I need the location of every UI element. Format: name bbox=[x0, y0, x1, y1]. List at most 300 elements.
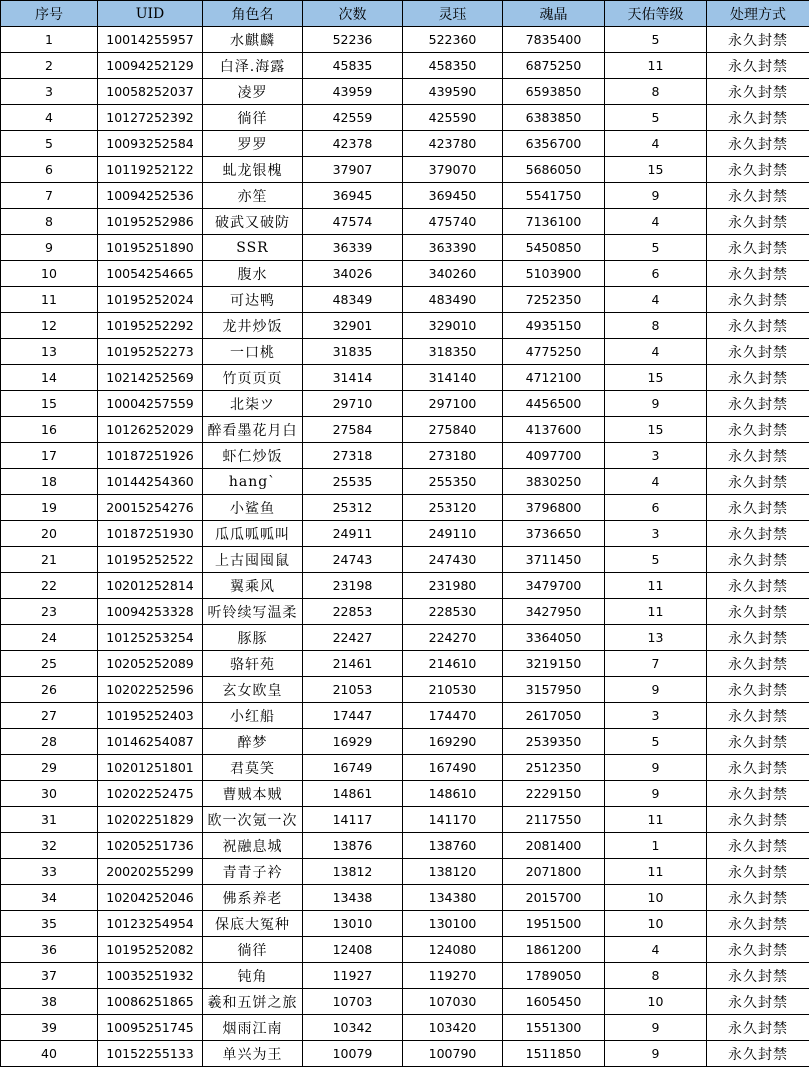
cell-lingjue[interactable]: 141170 bbox=[403, 807, 503, 833]
column-header-role-name[interactable]: 角色名 bbox=[203, 1, 303, 27]
cell-count[interactable]: 47574 bbox=[303, 209, 403, 235]
cell-index[interactable]: 30 bbox=[1, 781, 98, 807]
cell-role-name[interactable]: 听铃续写温柔 bbox=[203, 599, 303, 625]
cell-tianyou-level[interactable]: 4 bbox=[605, 339, 707, 365]
cell-count[interactable]: 24911 bbox=[303, 521, 403, 547]
cell-action[interactable]: 永久封禁 bbox=[707, 781, 809, 807]
cell-action[interactable]: 永久封禁 bbox=[707, 963, 809, 989]
cell-count[interactable]: 12408 bbox=[303, 937, 403, 963]
cell-role-name[interactable]: 小红船 bbox=[203, 703, 303, 729]
cell-lingjue[interactable]: 134380 bbox=[403, 885, 503, 911]
cell-action[interactable]: 永久封禁 bbox=[707, 131, 809, 157]
cell-uid[interactable]: 20020255299 bbox=[98, 859, 203, 885]
cell-role-name[interactable]: 凌罗 bbox=[203, 79, 303, 105]
cell-uid[interactable]: 10195252292 bbox=[98, 313, 203, 339]
cell-hunjing[interactable]: 6875250 bbox=[503, 53, 605, 79]
cell-hunjing[interactable]: 3219150 bbox=[503, 651, 605, 677]
cell-count[interactable]: 24743 bbox=[303, 547, 403, 573]
cell-role-name[interactable]: 钝角 bbox=[203, 963, 303, 989]
cell-action[interactable]: 永久封禁 bbox=[707, 495, 809, 521]
cell-uid[interactable]: 10202252475 bbox=[98, 781, 203, 807]
cell-tianyou-level[interactable]: 11 bbox=[605, 53, 707, 79]
cell-index[interactable]: 24 bbox=[1, 625, 98, 651]
cell-hunjing[interactable]: 5103900 bbox=[503, 261, 605, 287]
cell-index[interactable]: 4 bbox=[1, 105, 98, 131]
cell-lingjue[interactable]: 273180 bbox=[403, 443, 503, 469]
cell-action[interactable]: 永久封禁 bbox=[707, 703, 809, 729]
cell-tianyou-level[interactable]: 11 bbox=[605, 599, 707, 625]
cell-lingjue[interactable]: 174470 bbox=[403, 703, 503, 729]
cell-tianyou-level[interactable]: 4 bbox=[605, 287, 707, 313]
cell-tianyou-level[interactable]: 3 bbox=[605, 443, 707, 469]
cell-index[interactable]: 5 bbox=[1, 131, 98, 157]
cell-role-name[interactable]: 一口桃 bbox=[203, 339, 303, 365]
cell-uid[interactable]: 10195252403 bbox=[98, 703, 203, 729]
cell-index[interactable]: 31 bbox=[1, 807, 98, 833]
cell-uid[interactable]: 10126252029 bbox=[98, 417, 203, 443]
cell-action[interactable]: 永久封禁 bbox=[707, 469, 809, 495]
cell-lingjue[interactable]: 119270 bbox=[403, 963, 503, 989]
cell-tianyou-level[interactable]: 9 bbox=[605, 1015, 707, 1041]
cell-action[interactable]: 永久封禁 bbox=[707, 339, 809, 365]
cell-uid[interactable]: 10202251829 bbox=[98, 807, 203, 833]
cell-index[interactable]: 3 bbox=[1, 79, 98, 105]
cell-tianyou-level[interactable]: 10 bbox=[605, 989, 707, 1015]
cell-count[interactable]: 22853 bbox=[303, 599, 403, 625]
cell-uid[interactable]: 10201252814 bbox=[98, 573, 203, 599]
cell-uid[interactable]: 10195252522 bbox=[98, 547, 203, 573]
cell-count[interactable]: 21461 bbox=[303, 651, 403, 677]
cell-tianyou-level[interactable]: 15 bbox=[605, 157, 707, 183]
cell-action[interactable]: 永久封禁 bbox=[707, 625, 809, 651]
cell-tianyou-level[interactable]: 11 bbox=[605, 859, 707, 885]
cell-hunjing[interactable]: 5541750 bbox=[503, 183, 605, 209]
cell-lingjue[interactable]: 167490 bbox=[403, 755, 503, 781]
cell-tianyou-level[interactable]: 5 bbox=[605, 235, 707, 261]
cell-uid[interactable]: 10204252046 bbox=[98, 885, 203, 911]
cell-hunjing[interactable]: 4935150 bbox=[503, 313, 605, 339]
cell-lingjue[interactable]: 231980 bbox=[403, 573, 503, 599]
cell-action[interactable]: 永久封禁 bbox=[707, 729, 809, 755]
cell-uid[interactable]: 10094252129 bbox=[98, 53, 203, 79]
cell-lingjue[interactable]: 425590 bbox=[403, 105, 503, 131]
cell-uid[interactable]: 10014255957 bbox=[98, 27, 203, 53]
cell-count[interactable]: 17447 bbox=[303, 703, 403, 729]
cell-tianyou-level[interactable]: 6 bbox=[605, 261, 707, 287]
cell-lingjue[interactable]: 423780 bbox=[403, 131, 503, 157]
cell-hunjing[interactable]: 2512350 bbox=[503, 755, 605, 781]
cell-role-name[interactable]: 徜徉 bbox=[203, 937, 303, 963]
cell-role-name[interactable]: 龙井炒饭 bbox=[203, 313, 303, 339]
cell-hunjing[interactable]: 2015700 bbox=[503, 885, 605, 911]
cell-action[interactable]: 永久封禁 bbox=[707, 105, 809, 131]
column-header-hunjing[interactable]: 魂晶 bbox=[503, 1, 605, 27]
cell-count[interactable]: 16749 bbox=[303, 755, 403, 781]
cell-uid[interactable]: 10123254954 bbox=[98, 911, 203, 937]
column-header-tianyou-level[interactable]: 天佑等级 bbox=[605, 1, 707, 27]
cell-lingjue[interactable]: 224270 bbox=[403, 625, 503, 651]
cell-lingjue[interactable]: 103420 bbox=[403, 1015, 503, 1041]
cell-lingjue[interactable]: 255350 bbox=[403, 469, 503, 495]
cell-count[interactable]: 22427 bbox=[303, 625, 403, 651]
cell-role-name[interactable]: 曹贼本贼 bbox=[203, 781, 303, 807]
cell-lingjue[interactable]: 483490 bbox=[403, 287, 503, 313]
cell-tianyou-level[interactable]: 9 bbox=[605, 183, 707, 209]
column-header-count[interactable]: 次数 bbox=[303, 1, 403, 27]
cell-hunjing[interactable]: 2617050 bbox=[503, 703, 605, 729]
cell-hunjing[interactable]: 1789050 bbox=[503, 963, 605, 989]
cell-uid[interactable]: 10202252596 bbox=[98, 677, 203, 703]
cell-index[interactable]: 35 bbox=[1, 911, 98, 937]
cell-hunjing[interactable]: 3157950 bbox=[503, 677, 605, 703]
cell-uid[interactable]: 10195251890 bbox=[98, 235, 203, 261]
cell-lingjue[interactable]: 169290 bbox=[403, 729, 503, 755]
cell-lingjue[interactable]: 379070 bbox=[403, 157, 503, 183]
cell-action[interactable]: 永久封禁 bbox=[707, 27, 809, 53]
cell-count[interactable]: 10079 bbox=[303, 1041, 403, 1067]
cell-hunjing[interactable]: 1551300 bbox=[503, 1015, 605, 1041]
cell-lingjue[interactable]: 297100 bbox=[403, 391, 503, 417]
cell-index[interactable]: 6 bbox=[1, 157, 98, 183]
cell-hunjing[interactable]: 7136100 bbox=[503, 209, 605, 235]
cell-count[interactable]: 27584 bbox=[303, 417, 403, 443]
cell-action[interactable]: 永久封禁 bbox=[707, 859, 809, 885]
cell-index[interactable]: 17 bbox=[1, 443, 98, 469]
cell-count[interactable]: 52236 bbox=[303, 27, 403, 53]
cell-role-name[interactable]: 北柒ツ bbox=[203, 391, 303, 417]
cell-lingjue[interactable]: 329010 bbox=[403, 313, 503, 339]
cell-role-name[interactable]: 罗罗 bbox=[203, 131, 303, 157]
cell-role-name[interactable]: 虾仁炒饭 bbox=[203, 443, 303, 469]
cell-hunjing[interactable]: 2117550 bbox=[503, 807, 605, 833]
cell-action[interactable]: 永久封禁 bbox=[707, 1015, 809, 1041]
cell-role-name[interactable]: 羲和五饼之旅 bbox=[203, 989, 303, 1015]
cell-role-name[interactable]: 白泽.海露 bbox=[203, 53, 303, 79]
cell-role-name[interactable]: 骆轩苑 bbox=[203, 651, 303, 677]
cell-action[interactable]: 永久封禁 bbox=[707, 911, 809, 937]
cell-hunjing[interactable]: 7252350 bbox=[503, 287, 605, 313]
cell-tianyou-level[interactable]: 3 bbox=[605, 521, 707, 547]
cell-index[interactable]: 33 bbox=[1, 859, 98, 885]
cell-tianyou-level[interactable]: 5 bbox=[605, 27, 707, 53]
cell-index[interactable]: 13 bbox=[1, 339, 98, 365]
cell-count[interactable]: 31414 bbox=[303, 365, 403, 391]
cell-tianyou-level[interactable]: 11 bbox=[605, 807, 707, 833]
cell-index[interactable]: 36 bbox=[1, 937, 98, 963]
cell-hunjing[interactable]: 1861200 bbox=[503, 937, 605, 963]
cell-index[interactable]: 40 bbox=[1, 1041, 98, 1067]
cell-role-name[interactable]: SSR bbox=[203, 235, 303, 261]
cell-uid[interactable]: 10195252024 bbox=[98, 287, 203, 313]
cell-action[interactable]: 永久封禁 bbox=[707, 417, 809, 443]
cell-hunjing[interactable]: 3479700 bbox=[503, 573, 605, 599]
cell-uid[interactable]: 10093252584 bbox=[98, 131, 203, 157]
cell-count[interactable]: 13438 bbox=[303, 885, 403, 911]
cell-action[interactable]: 永久封禁 bbox=[707, 937, 809, 963]
cell-uid[interactable]: 10054254665 bbox=[98, 261, 203, 287]
cell-index[interactable]: 12 bbox=[1, 313, 98, 339]
cell-index[interactable]: 18 bbox=[1, 469, 98, 495]
cell-lingjue[interactable]: 475740 bbox=[403, 209, 503, 235]
cell-count[interactable]: 43959 bbox=[303, 79, 403, 105]
cell-lingjue[interactable]: 210530 bbox=[403, 677, 503, 703]
cell-tianyou-level[interactable]: 7 bbox=[605, 651, 707, 677]
cell-action[interactable]: 永久封禁 bbox=[707, 1041, 809, 1067]
cell-tianyou-level[interactable]: 10 bbox=[605, 911, 707, 937]
cell-count[interactable]: 13812 bbox=[303, 859, 403, 885]
cell-hunjing[interactable]: 2081400 bbox=[503, 833, 605, 859]
cell-action[interactable]: 永久封禁 bbox=[707, 677, 809, 703]
cell-lingjue[interactable]: 275840 bbox=[403, 417, 503, 443]
cell-tianyou-level[interactable]: 13 bbox=[605, 625, 707, 651]
cell-hunjing[interactable]: 3711450 bbox=[503, 547, 605, 573]
cell-action[interactable]: 永久封禁 bbox=[707, 79, 809, 105]
cell-count[interactable]: 37907 bbox=[303, 157, 403, 183]
cell-action[interactable]: 永久封禁 bbox=[707, 521, 809, 547]
cell-hunjing[interactable]: 2071800 bbox=[503, 859, 605, 885]
cell-action[interactable]: 永久封禁 bbox=[707, 443, 809, 469]
cell-uid[interactable]: 10187251926 bbox=[98, 443, 203, 469]
cell-hunjing[interactable]: 3736650 bbox=[503, 521, 605, 547]
cell-role-name[interactable]: 豚豚 bbox=[203, 625, 303, 651]
cell-index[interactable]: 23 bbox=[1, 599, 98, 625]
cell-lingjue[interactable]: 253120 bbox=[403, 495, 503, 521]
cell-action[interactable]: 永久封禁 bbox=[707, 391, 809, 417]
cell-hunjing[interactable]: 4097700 bbox=[503, 443, 605, 469]
cell-index[interactable]: 27 bbox=[1, 703, 98, 729]
cell-uid[interactable]: 10035251932 bbox=[98, 963, 203, 989]
cell-count[interactable]: 45835 bbox=[303, 53, 403, 79]
cell-action[interactable]: 永久封禁 bbox=[707, 547, 809, 573]
cell-uid[interactable]: 10195252986 bbox=[98, 209, 203, 235]
cell-role-name[interactable]: 水麒麟 bbox=[203, 27, 303, 53]
cell-count[interactable]: 10703 bbox=[303, 989, 403, 1015]
cell-tianyou-level[interactable]: 9 bbox=[605, 1041, 707, 1067]
cell-action[interactable]: 永久封禁 bbox=[707, 599, 809, 625]
cell-hunjing[interactable]: 1951500 bbox=[503, 911, 605, 937]
cell-uid[interactable]: 20015254276 bbox=[98, 495, 203, 521]
cell-tianyou-level[interactable]: 8 bbox=[605, 313, 707, 339]
cell-index[interactable]: 14 bbox=[1, 365, 98, 391]
cell-lingjue[interactable]: 439590 bbox=[403, 79, 503, 105]
cell-uid[interactable]: 10195252082 bbox=[98, 937, 203, 963]
cell-tianyou-level[interactable]: 3 bbox=[605, 703, 707, 729]
cell-role-name[interactable]: 竹页页页 bbox=[203, 365, 303, 391]
cell-hunjing[interactable]: 6593850 bbox=[503, 79, 605, 105]
cell-action[interactable]: 永久封禁 bbox=[707, 651, 809, 677]
cell-action[interactable]: 永久封禁 bbox=[707, 755, 809, 781]
cell-tianyou-level[interactable]: 5 bbox=[605, 729, 707, 755]
cell-role-name[interactable]: 佛系养老 bbox=[203, 885, 303, 911]
cell-action[interactable]: 永久封禁 bbox=[707, 989, 809, 1015]
cell-tianyou-level[interactable]: 4 bbox=[605, 209, 707, 235]
cell-tianyou-level[interactable]: 15 bbox=[605, 365, 707, 391]
cell-count[interactable]: 14117 bbox=[303, 807, 403, 833]
cell-tianyou-level[interactable]: 8 bbox=[605, 963, 707, 989]
cell-action[interactable]: 永久封禁 bbox=[707, 209, 809, 235]
cell-count[interactable]: 21053 bbox=[303, 677, 403, 703]
cell-lingjue[interactable]: 369450 bbox=[403, 183, 503, 209]
cell-tianyou-level[interactable]: 10 bbox=[605, 885, 707, 911]
cell-action[interactable]: 永久封禁 bbox=[707, 235, 809, 261]
cell-hunjing[interactable]: 4137600 bbox=[503, 417, 605, 443]
cell-lingjue[interactable]: 130100 bbox=[403, 911, 503, 937]
cell-uid[interactable]: 10094252536 bbox=[98, 183, 203, 209]
cell-action[interactable]: 永久封禁 bbox=[707, 365, 809, 391]
cell-count[interactable]: 25312 bbox=[303, 495, 403, 521]
cell-role-name[interactable]: 可达鸭 bbox=[203, 287, 303, 313]
cell-uid[interactable]: 10094253328 bbox=[98, 599, 203, 625]
cell-role-name[interactable]: 亦笙 bbox=[203, 183, 303, 209]
cell-tianyou-level[interactable]: 9 bbox=[605, 755, 707, 781]
cell-index[interactable]: 39 bbox=[1, 1015, 98, 1041]
cell-index[interactable]: 21 bbox=[1, 547, 98, 573]
cell-role-name[interactable]: 欧一次氪一次 bbox=[203, 807, 303, 833]
cell-lingjue[interactable]: 458350 bbox=[403, 53, 503, 79]
cell-count[interactable]: 13010 bbox=[303, 911, 403, 937]
cell-tianyou-level[interactable]: 8 bbox=[605, 79, 707, 105]
cell-hunjing[interactable]: 4775250 bbox=[503, 339, 605, 365]
cell-action[interactable]: 永久封禁 bbox=[707, 157, 809, 183]
cell-index[interactable]: 28 bbox=[1, 729, 98, 755]
cell-uid[interactable]: 10004257559 bbox=[98, 391, 203, 417]
cell-role-name[interactable]: 君莫笑 bbox=[203, 755, 303, 781]
cell-index[interactable]: 10 bbox=[1, 261, 98, 287]
cell-lingjue[interactable]: 124080 bbox=[403, 937, 503, 963]
cell-lingjue[interactable]: 138120 bbox=[403, 859, 503, 885]
cell-uid[interactable]: 10187251930 bbox=[98, 521, 203, 547]
cell-lingjue[interactable]: 363390 bbox=[403, 235, 503, 261]
cell-action[interactable]: 永久封禁 bbox=[707, 313, 809, 339]
cell-hunjing[interactable]: 1511850 bbox=[503, 1041, 605, 1067]
cell-count[interactable]: 42378 bbox=[303, 131, 403, 157]
cell-count[interactable]: 36945 bbox=[303, 183, 403, 209]
cell-count[interactable]: 32901 bbox=[303, 313, 403, 339]
cell-role-name[interactable]: 虬龙银槐 bbox=[203, 157, 303, 183]
cell-hunjing[interactable]: 3364050 bbox=[503, 625, 605, 651]
cell-index[interactable]: 16 bbox=[1, 417, 98, 443]
cell-role-name[interactable]: 徜徉 bbox=[203, 105, 303, 131]
cell-hunjing[interactable]: 3830250 bbox=[503, 469, 605, 495]
cell-role-name[interactable]: 烟雨江南 bbox=[203, 1015, 303, 1041]
cell-tianyou-level[interactable]: 5 bbox=[605, 105, 707, 131]
cell-role-name[interactable]: 破武又破防 bbox=[203, 209, 303, 235]
cell-action[interactable]: 永久封禁 bbox=[707, 807, 809, 833]
cell-index[interactable]: 9 bbox=[1, 235, 98, 261]
cell-count[interactable]: 31835 bbox=[303, 339, 403, 365]
cell-hunjing[interactable]: 4456500 bbox=[503, 391, 605, 417]
cell-role-name[interactable]: 小鲨鱼 bbox=[203, 495, 303, 521]
cell-hunjing[interactable]: 7835400 bbox=[503, 27, 605, 53]
cell-index[interactable]: 15 bbox=[1, 391, 98, 417]
cell-count[interactable]: 16929 bbox=[303, 729, 403, 755]
cell-action[interactable]: 永久封禁 bbox=[707, 885, 809, 911]
cell-lingjue[interactable]: 228530 bbox=[403, 599, 503, 625]
cell-action[interactable]: 永久封禁 bbox=[707, 53, 809, 79]
cell-index[interactable]: 25 bbox=[1, 651, 98, 677]
cell-lingjue[interactable]: 340260 bbox=[403, 261, 503, 287]
cell-lingjue[interactable]: 249110 bbox=[403, 521, 503, 547]
cell-tianyou-level[interactable]: 6 bbox=[605, 495, 707, 521]
cell-lingjue[interactable]: 318350 bbox=[403, 339, 503, 365]
cell-count[interactable]: 10342 bbox=[303, 1015, 403, 1041]
column-header-action[interactable]: 处理方式 bbox=[707, 1, 809, 27]
cell-count[interactable]: 27318 bbox=[303, 443, 403, 469]
column-header-index[interactable]: 序号 bbox=[1, 1, 98, 27]
cell-count[interactable]: 11927 bbox=[303, 963, 403, 989]
cell-uid[interactable]: 10144254360 bbox=[98, 469, 203, 495]
cell-uid[interactable]: 10205251736 bbox=[98, 833, 203, 859]
cell-lingjue[interactable]: 522360 bbox=[403, 27, 503, 53]
cell-action[interactable]: 永久封禁 bbox=[707, 287, 809, 313]
cell-index[interactable]: 37 bbox=[1, 963, 98, 989]
cell-hunjing[interactable]: 2539350 bbox=[503, 729, 605, 755]
cell-lingjue[interactable]: 107030 bbox=[403, 989, 503, 1015]
cell-hunjing[interactable]: 5686050 bbox=[503, 157, 605, 183]
cell-count[interactable]: 14861 bbox=[303, 781, 403, 807]
cell-tianyou-level[interactable]: 5 bbox=[605, 547, 707, 573]
cell-hunjing[interactable]: 6356700 bbox=[503, 131, 605, 157]
cell-role-name[interactable]: 腹水 bbox=[203, 261, 303, 287]
cell-count[interactable]: 36339 bbox=[303, 235, 403, 261]
cell-hunjing[interactable]: 1605450 bbox=[503, 989, 605, 1015]
cell-tianyou-level[interactable]: 4 bbox=[605, 131, 707, 157]
cell-uid[interactable]: 10195252273 bbox=[98, 339, 203, 365]
cell-uid[interactable]: 10058252037 bbox=[98, 79, 203, 105]
cell-index[interactable]: 19 bbox=[1, 495, 98, 521]
cell-count[interactable]: 29710 bbox=[303, 391, 403, 417]
cell-index[interactable]: 38 bbox=[1, 989, 98, 1015]
cell-role-name[interactable]: 翼乘风 bbox=[203, 573, 303, 599]
cell-count[interactable]: 34026 bbox=[303, 261, 403, 287]
cell-count[interactable]: 13876 bbox=[303, 833, 403, 859]
column-header-uid[interactable]: UID bbox=[98, 1, 203, 27]
cell-index[interactable]: 2 bbox=[1, 53, 98, 79]
cell-role-name[interactable]: 瓜瓜呱呱叫 bbox=[203, 521, 303, 547]
cell-index[interactable]: 1 bbox=[1, 27, 98, 53]
cell-role-name[interactable]: 醉看墨花月白 bbox=[203, 417, 303, 443]
cell-count[interactable]: 25535 bbox=[303, 469, 403, 495]
cell-tianyou-level[interactable]: 15 bbox=[605, 417, 707, 443]
cell-tianyou-level[interactable]: 1 bbox=[605, 833, 707, 859]
cell-uid[interactable]: 10127252392 bbox=[98, 105, 203, 131]
cell-lingjue[interactable]: 247430 bbox=[403, 547, 503, 573]
cell-index[interactable]: 34 bbox=[1, 885, 98, 911]
cell-index[interactable]: 11 bbox=[1, 287, 98, 313]
cell-hunjing[interactable]: 3796800 bbox=[503, 495, 605, 521]
cell-hunjing[interactable]: 2229150 bbox=[503, 781, 605, 807]
cell-lingjue[interactable]: 214610 bbox=[403, 651, 503, 677]
cell-hunjing[interactable]: 4712100 bbox=[503, 365, 605, 391]
cell-index[interactable]: 20 bbox=[1, 521, 98, 547]
cell-action[interactable]: 永久封禁 bbox=[707, 833, 809, 859]
cell-role-name[interactable]: hang` bbox=[203, 469, 303, 495]
cell-count[interactable]: 42559 bbox=[303, 105, 403, 131]
cell-lingjue[interactable]: 100790 bbox=[403, 1041, 503, 1067]
cell-lingjue[interactable]: 314140 bbox=[403, 365, 503, 391]
cell-hunjing[interactable]: 6383850 bbox=[503, 105, 605, 131]
cell-tianyou-level[interactable]: 9 bbox=[605, 677, 707, 703]
cell-uid[interactable]: 10125253254 bbox=[98, 625, 203, 651]
cell-role-name[interactable]: 祝融息城 bbox=[203, 833, 303, 859]
cell-role-name[interactable]: 青青子衿 bbox=[203, 859, 303, 885]
cell-lingjue[interactable]: 138760 bbox=[403, 833, 503, 859]
cell-uid[interactable]: 10086251865 bbox=[98, 989, 203, 1015]
cell-role-name[interactable]: 玄女欧皇 bbox=[203, 677, 303, 703]
cell-index[interactable]: 26 bbox=[1, 677, 98, 703]
cell-action[interactable]: 永久封禁 bbox=[707, 573, 809, 599]
column-header-lingjue[interactable]: 灵珏 bbox=[403, 1, 503, 27]
